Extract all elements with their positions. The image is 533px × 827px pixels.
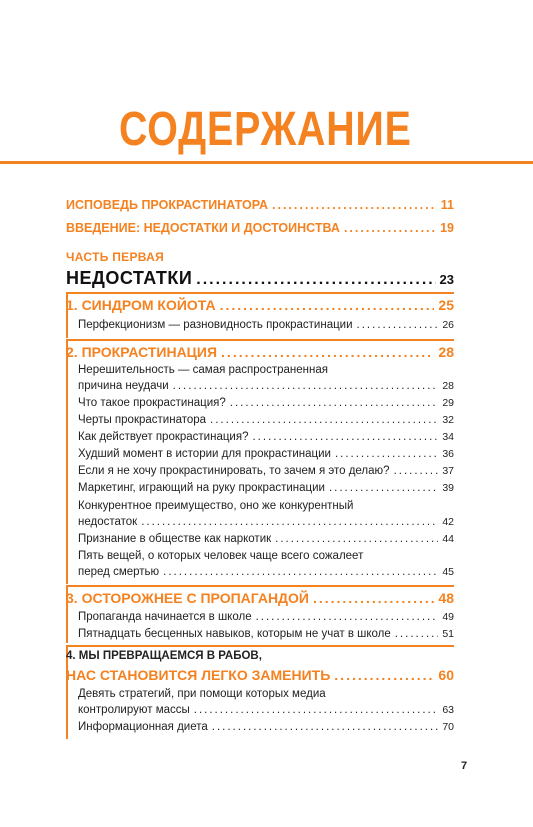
- part-title: НЕДОСТАТКИ: [66, 268, 193, 288]
- leader-dots: [141, 516, 438, 528]
- subentry-page: 49: [442, 611, 454, 623]
- toc-subentry[interactable]: [78, 431, 454, 443]
- subentry-label: Что такое прокрастинация?: [78, 397, 226, 409]
- subentry-label: причина неудачи: [78, 380, 169, 392]
- toc-entry-confession[interactable]: [66, 198, 454, 212]
- page-number: 7: [461, 760, 468, 772]
- subentry-page: 63: [442, 704, 454, 716]
- subentry-label: Пятнадцать бесценных навыков, которым не учат в школе: [78, 628, 391, 640]
- subentry-page: 37: [442, 465, 454, 477]
- toc-subentry[interactable]: [78, 448, 454, 460]
- toc-subentry[interactable]: [78, 704, 454, 716]
- toc-chapter-4[interactable]: [66, 667, 454, 683]
- leader-dots: [221, 344, 434, 360]
- toc-entry-page: 19: [440, 221, 454, 235]
- toc-subentry[interactable]: [78, 628, 454, 640]
- subentry-page: 36: [442, 448, 454, 460]
- subentry-label: Маркетинг, играющий на руку прокрастинации: [78, 482, 325, 494]
- chapter-side-bar: [66, 341, 68, 584]
- subentry-page: 42: [442, 516, 454, 528]
- leader-dots: [395, 628, 439, 640]
- subentry-page: 45: [442, 566, 454, 578]
- toc-subentry[interactable]: [78, 380, 454, 392]
- leader-dots: [334, 667, 434, 683]
- subentry-page: 34: [442, 431, 454, 443]
- leader-dots: [256, 611, 439, 623]
- leader-dots: [212, 721, 439, 733]
- part-page: 23: [439, 272, 454, 287]
- subentry-label: контролируют массы: [78, 704, 190, 716]
- leader-dots: [313, 590, 434, 606]
- chapter-page: 60: [438, 667, 454, 683]
- subentry-label: Черты прокрастинатора: [78, 414, 207, 426]
- subentry-label-line1: Девять стратегий, при помощи которых медиа: [78, 688, 326, 700]
- leader-dots: [272, 198, 437, 212]
- chapter-divider: [66, 292, 454, 294]
- leader-dots: [196, 271, 435, 289]
- leader-dots: [220, 297, 435, 313]
- subentry-page: 51: [442, 628, 454, 640]
- toc-subentry[interactable]: [78, 566, 454, 578]
- subentry-page: 29: [442, 397, 454, 409]
- toc-chapter-2[interactable]: [66, 344, 454, 360]
- leader-dots: [394, 465, 439, 477]
- chapter-page: 28: [438, 344, 454, 360]
- leader-dots: [173, 380, 439, 392]
- toc-entry-page: 11: [440, 198, 454, 212]
- subentry-page: 44: [442, 533, 454, 545]
- chapter-divider: [66, 645, 454, 647]
- toc-subentry[interactable]: [78, 465, 454, 477]
- subentry-label: Информационная диета: [78, 721, 208, 733]
- chapter-page: 48: [438, 590, 454, 606]
- chapter-title-line1: 4. МЫ ПРЕВРАЩАЕМСЯ В РАБОВ,: [66, 650, 262, 662]
- subentry-label-line1: Конкурентное преимущество, оно же конкурентный: [78, 500, 354, 512]
- leader-dots: [252, 431, 438, 443]
- toc-entry-introduction[interactable]: [66, 221, 454, 235]
- page-title: СОДЕРЖАНИЕ: [119, 103, 412, 156]
- subentry-page: 28: [442, 380, 454, 392]
- toc-chapter-3[interactable]: [66, 590, 454, 606]
- subentry-page: 70: [442, 721, 454, 733]
- chapter-title: НАС СТАНОВИТСЯ ЛЕГКО ЗАМЕНИТЬ: [66, 667, 331, 683]
- toc-subentry[interactable]: [78, 533, 454, 545]
- subentry-label: Худший момент в истории для прокрастинации: [78, 448, 331, 460]
- chapter-page: 25: [438, 297, 454, 313]
- chapter-divider: [66, 339, 454, 341]
- leader-dots: [163, 566, 438, 578]
- leader-dots: [329, 482, 438, 494]
- subentry-label: перед смертью: [78, 566, 160, 578]
- toc-subentry[interactable]: [78, 414, 454, 426]
- leader-dots: [344, 221, 436, 235]
- chapter-divider: [66, 585, 454, 587]
- subentry-label: Перфекционизм — разновидность прокрастинации: [78, 319, 353, 331]
- part-number: ЧАСТЬ ПЕРВАЯ: [66, 250, 165, 264]
- toc-subentry[interactable]: [78, 397, 454, 409]
- subentry-label: Пропаганда начинается в школе: [78, 611, 252, 623]
- toc-subentry[interactable]: [78, 516, 454, 528]
- toc-chapter-1[interactable]: [66, 297, 454, 313]
- leader-dots: [357, 319, 439, 331]
- toc-entry-label: ВВЕДЕНИЕ: НЕДОСТАТКИ И ДОСТОИНСТВА: [66, 221, 340, 235]
- leader-dots: [275, 533, 438, 545]
- toc-subentry[interactable]: [78, 611, 454, 623]
- subentry-label-line1: Нерешительность — самая распространенная: [78, 364, 328, 376]
- toc-part-heading[interactable]: [66, 268, 454, 289]
- subentry-label: Признание в обществе как наркотик: [78, 533, 272, 545]
- leader-dots: [230, 397, 439, 409]
- subentry-page: 39: [442, 482, 454, 494]
- leader-dots: [194, 704, 439, 716]
- subentry-label: Если я не хочу прокрастинировать, то зачем я это делаю?: [78, 465, 390, 477]
- subentry-page: 26: [442, 319, 454, 331]
- chapter-title: 3. ОСТОРОЖНЕЕ С ПРОПАГАНДОЙ: [66, 590, 309, 606]
- toc-subentry[interactable]: [78, 482, 454, 494]
- subentry-label: Как действует прокрастинация?: [78, 431, 249, 443]
- leader-dots: [335, 448, 438, 460]
- leader-dots: [210, 414, 438, 426]
- subentry-page: 32: [442, 414, 454, 426]
- title-divider: [0, 161, 533, 164]
- subentry-label: недостаток: [78, 516, 138, 528]
- toc-entry-label: ИСПОВЕДЬ ПРОКРАСТИНАТОРА: [66, 198, 268, 212]
- subentry-label-line1: Пять вещей, о которых человек чаще всего сожалеет: [78, 550, 364, 562]
- toc-subentry[interactable]: [78, 721, 454, 733]
- toc-subentry[interactable]: [78, 319, 454, 331]
- chapter-title: 2. ПРОКРАСТИНАЦИЯ: [66, 344, 218, 360]
- chapter-title: 1. СИНДРОМ КОЙОТА: [66, 297, 216, 313]
